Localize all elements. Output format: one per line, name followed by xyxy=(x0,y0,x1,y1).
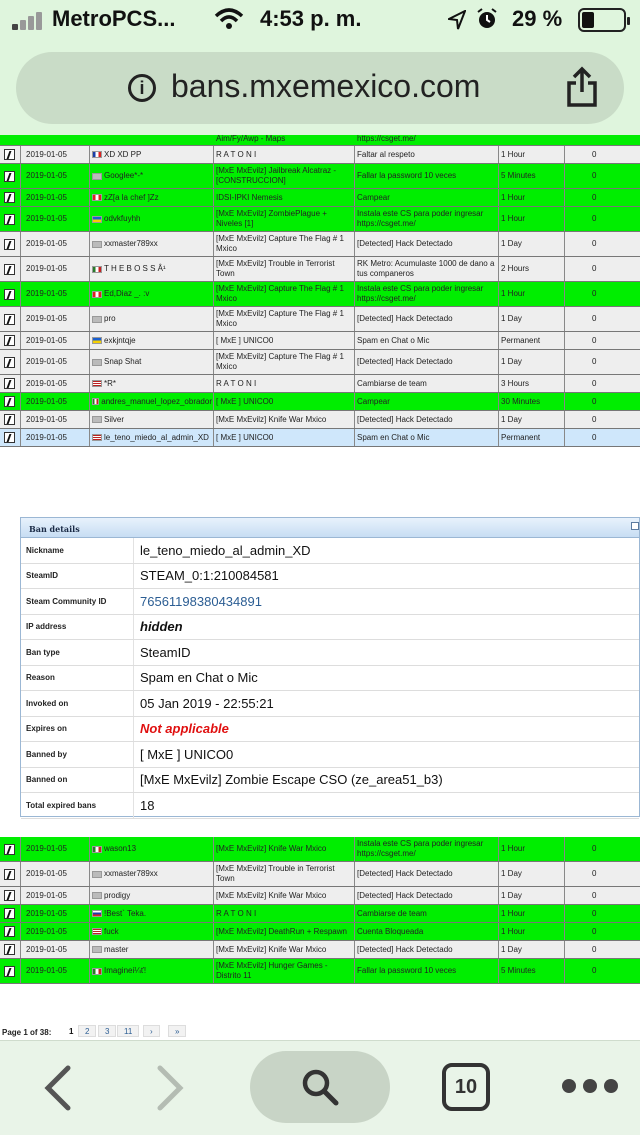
player-cell xyxy=(92,332,212,349)
ban-details-header xyxy=(21,518,639,538)
date-cell: 2019-01-05 xyxy=(26,264,67,273)
length-cell: 1 Hour xyxy=(501,926,526,936)
reason-cell: Instala este CS para poder ingresar https://csget.me/ xyxy=(357,209,484,228)
flag-icon xyxy=(92,216,102,223)
server-cell: [MxE MxEvilz] Knife War Mxico xyxy=(216,944,327,954)
search-icon xyxy=(300,1067,340,1107)
detail-value: [MxE MxEvilz] Zombie Escape CSO (ze_area51_b3) xyxy=(140,772,443,788)
player-name: T H E B O S S Â¹ xyxy=(104,264,166,273)
flag-icon xyxy=(92,291,102,298)
date-cell: 2019-01-05 xyxy=(26,966,67,975)
reason-cell: RK Metro: Acumulaste 1000 de dano a tus companeros xyxy=(357,259,495,278)
table-row[interactable] xyxy=(0,923,640,941)
player-cell xyxy=(92,411,212,428)
server-cell: [ MxE ] UNICO0 xyxy=(216,396,274,406)
expired-cell: 0 xyxy=(592,264,597,273)
game-icon xyxy=(4,232,16,256)
game-icon xyxy=(4,375,16,392)
length-cell: Permanent xyxy=(501,335,541,345)
flag-icon xyxy=(92,846,102,853)
flag-icon xyxy=(92,434,102,441)
flag-icon xyxy=(92,194,102,201)
detail-key: Ban type xyxy=(26,647,60,657)
server-cell: [MxE MxEvilz] Trouble in Terrorist Town xyxy=(216,259,335,278)
server-cell: R A T O N I xyxy=(216,149,257,159)
status-time: 4:53 p. m. xyxy=(260,6,362,31)
length-cell: Permanent xyxy=(501,432,541,442)
server-cell: [MxE MxEvilz] ZombiePlague + Niveles [1] xyxy=(216,209,327,228)
player-name: andres_manuel_lopez_obrador xyxy=(101,396,212,406)
detail-row xyxy=(21,640,639,666)
expired-cell: 0 xyxy=(592,432,597,442)
table-row[interactable] xyxy=(0,332,640,350)
player-cell xyxy=(92,350,212,374)
table-row[interactable] xyxy=(0,429,640,447)
expired-cell: 0 xyxy=(592,192,597,202)
detail-key: Nickname xyxy=(26,545,64,555)
date-cell: 2019-01-05 xyxy=(26,944,67,954)
back-icon[interactable] xyxy=(38,1063,78,1113)
length-cell: 5 Minutes xyxy=(501,966,536,975)
expired-cell: 0 xyxy=(592,966,597,975)
game-icon xyxy=(4,887,16,904)
detail-row xyxy=(21,768,639,794)
table-row[interactable] xyxy=(0,164,640,189)
detail-row xyxy=(21,742,639,768)
length-cell: 1 Hour xyxy=(501,289,526,298)
expired-cell: 0 xyxy=(592,378,597,388)
expired-cell: 0 xyxy=(592,357,597,366)
player-cell xyxy=(92,207,212,231)
player-name: Silver xyxy=(104,414,125,424)
game-icon xyxy=(4,393,16,410)
player-cell xyxy=(92,959,212,983)
date-cell: 2019-01-05 xyxy=(26,289,67,298)
flag-icon xyxy=(92,416,102,423)
date-cell: 2019-01-05 xyxy=(26,314,67,323)
detail-value: SteamID xyxy=(140,644,191,660)
table-row[interactable] xyxy=(0,146,640,164)
flag-icon xyxy=(92,871,102,878)
player-name: le_teno_miedo_al_admin_XD xyxy=(104,432,209,442)
detail-row xyxy=(21,691,639,717)
detail-value: hidden xyxy=(140,619,183,635)
player-cell xyxy=(92,393,212,410)
flag-icon xyxy=(92,968,102,975)
battery-percent: 29 % xyxy=(512,6,563,31)
player-cell xyxy=(92,905,212,922)
date-cell: 2019-01-05 xyxy=(26,239,67,248)
game-icon xyxy=(4,207,16,231)
date-cell: 2019-01-05 xyxy=(26,396,67,406)
detail-key: Banned on xyxy=(26,775,68,785)
page-link[interactable]: 3 xyxy=(98,1025,116,1037)
reason-cell: Instala este CS para poder ingresar https://csget.me/ xyxy=(357,284,484,303)
reason-cell: Cambiarse de team xyxy=(357,908,427,918)
server-cell: [MxE MxEvilz] Knife War Mxico xyxy=(216,844,327,853)
carrier-name: MetroPCS... xyxy=(52,6,176,31)
expired-cell: 0 xyxy=(592,890,597,900)
server-cell: [MxE MxEvilz] Knife War Mxico xyxy=(216,414,327,424)
date-cell: 2019-01-05 xyxy=(26,869,67,878)
expired-cell: 0 xyxy=(592,869,597,878)
browser-chrome xyxy=(0,0,640,135)
flag-icon xyxy=(92,398,99,405)
table-row[interactable] xyxy=(0,959,640,984)
flag-icon xyxy=(92,892,102,899)
detail-value: [ MxE ] UNICO0 xyxy=(140,746,234,762)
length-cell: 1 Day xyxy=(501,357,522,366)
reason-cell: Cambiarse de team xyxy=(357,378,427,388)
detail-key: Expires on xyxy=(26,724,67,734)
flag-icon xyxy=(92,946,102,953)
table-row[interactable] xyxy=(0,207,640,232)
game-icon xyxy=(4,923,16,940)
detail-row xyxy=(21,564,639,590)
player-cell xyxy=(92,887,212,904)
server-cell: R A T O N I xyxy=(216,378,257,388)
flag-icon xyxy=(92,266,102,273)
expired-cell: 0 xyxy=(592,844,597,853)
detail-value: Not applicable xyxy=(140,721,229,737)
player-name: odvkfuyhh xyxy=(104,214,141,223)
reason-cell: Campear xyxy=(357,396,390,406)
table-row[interactable] xyxy=(0,189,640,207)
detail-value: le_teno_miedo_al_admin_XD xyxy=(140,542,311,558)
player-cell xyxy=(92,164,212,188)
flag-icon xyxy=(92,380,102,387)
tabs-button[interactable]: 10 xyxy=(442,1063,490,1111)
game-icon xyxy=(4,332,16,349)
collapse-icon[interactable] xyxy=(631,522,639,530)
page-link[interactable]: 1 xyxy=(69,1027,74,1036)
length-cell: 1 Hour xyxy=(501,908,526,918)
table-row[interactable] xyxy=(0,257,640,282)
page-label: Page 1 of 38: xyxy=(2,1028,52,1037)
reason-cell: Cuenta Bloqueada xyxy=(357,926,424,936)
player-cell xyxy=(92,146,212,163)
reason-cell: Spam en Chat o Mic xyxy=(357,335,430,345)
game-icon xyxy=(4,189,16,206)
table-row[interactable] xyxy=(0,837,640,862)
flag-icon xyxy=(92,928,102,935)
share-icon[interactable] xyxy=(564,66,600,108)
wifi-icon xyxy=(214,8,244,30)
page-link[interactable]: 2 xyxy=(78,1025,96,1037)
game-icon xyxy=(4,862,16,886)
game-icon xyxy=(4,257,16,281)
server-cell: [MxE MxEvilz] Trouble in Terrorist Town xyxy=(216,864,335,883)
reason-cell: [Detected] Hack Detectado xyxy=(357,944,453,954)
length-cell: 1 Day xyxy=(501,869,522,878)
length-cell: 5 Minutes xyxy=(501,171,536,180)
length-cell: 2 Hours xyxy=(501,264,530,273)
game-icon xyxy=(4,146,16,163)
date-cell: 2019-01-05 xyxy=(26,890,67,900)
flag-icon xyxy=(92,151,102,158)
detail-row xyxy=(21,793,639,819)
length-cell: 1 Day xyxy=(501,414,522,424)
reason-cell: [Detected] Hack Detectado xyxy=(357,357,453,366)
reason-cell: Fallar la password 10 veces xyxy=(357,171,457,180)
location-arrow-icon xyxy=(448,10,466,30)
ban-details-panel xyxy=(20,517,640,817)
date-cell: 2019-01-05 xyxy=(26,414,67,424)
player-cell xyxy=(92,232,212,256)
detail-row xyxy=(21,538,639,564)
server-cell: R A T O N I xyxy=(216,908,257,918)
server-cell: [MxE MxEvilz] DeathRun + Respawn xyxy=(216,926,347,936)
detail-value: 05 Jan 2019 - 22:55:21 xyxy=(140,695,274,711)
pagination xyxy=(0,1023,640,1040)
length-cell: 1 Hour xyxy=(501,844,526,853)
player-name: pro xyxy=(104,314,116,323)
server-cell: [MxE MxEvilz] Capture The Flag # 1 Mxico xyxy=(216,309,344,328)
player-name: wason13 xyxy=(104,844,137,853)
url-text: bans.mxemexico.com xyxy=(171,68,481,104)
player-cell xyxy=(92,282,212,306)
date-cell: 2019-01-05 xyxy=(26,192,67,202)
player-cell xyxy=(92,941,212,958)
ban-details-title: Ban details xyxy=(29,524,80,534)
date-cell: 2019-01-05 xyxy=(26,335,67,345)
server-cell: [MxE MxEvilz] Knife War Mxico xyxy=(216,890,327,900)
game-icon xyxy=(4,941,16,958)
detail-row xyxy=(21,615,639,641)
player-name: exkjntqje xyxy=(104,335,136,345)
expired-cell: 0 xyxy=(592,149,597,159)
game-icon xyxy=(4,282,16,306)
length-cell: 1 Day xyxy=(501,239,522,248)
expired-cell: 0 xyxy=(592,314,597,323)
length-cell: 1 Day xyxy=(501,944,522,954)
detail-row xyxy=(21,717,639,743)
game-icon xyxy=(4,837,16,861)
table-row-partial[interactable] xyxy=(0,135,640,146)
reason-cell: Fallar la password 10 veces xyxy=(357,966,457,975)
player-name: Googlee*-* xyxy=(104,171,144,180)
flag-icon xyxy=(92,241,102,248)
reason-cell: [Detected] Hack Detectado xyxy=(357,414,453,424)
player-name: xxmaster789xx xyxy=(104,239,158,248)
table-row[interactable] xyxy=(0,393,640,411)
reason-cell: Campear xyxy=(357,192,390,202)
detail-key: Total expired bans xyxy=(26,800,97,810)
date-cell: 2019-01-05 xyxy=(26,214,67,223)
reason-cell: https://csget.me/ xyxy=(357,135,416,143)
detail-key: Invoked on xyxy=(26,698,69,708)
date-cell: 2019-01-05 xyxy=(26,926,67,936)
date-cell: 2019-01-05 xyxy=(26,171,67,180)
table-row[interactable] xyxy=(0,941,640,959)
expired-cell: 0 xyxy=(592,396,597,406)
server-cell: [MxE MxEvilz] Hunger Games - Distrito 11 xyxy=(216,961,328,980)
flag-icon xyxy=(92,359,102,366)
expired-cell: 0 xyxy=(592,335,597,345)
status-bar xyxy=(0,0,640,40)
game-icon xyxy=(4,307,16,331)
date-cell: 2019-01-05 xyxy=(26,149,67,159)
forward-icon[interactable] xyxy=(150,1063,190,1113)
length-cell: 1 Hour xyxy=(501,214,526,223)
expired-cell: 0 xyxy=(592,239,597,248)
player-cell xyxy=(92,837,212,861)
bans-list xyxy=(0,135,640,1040)
detail-row xyxy=(21,589,639,615)
page-link[interactable]: 11 xyxy=(117,1025,139,1037)
length-cell: 1 Day xyxy=(501,314,522,323)
table-row[interactable] xyxy=(0,282,640,307)
reason-cell: Faltar al respeto xyxy=(357,149,415,159)
player-cell xyxy=(92,429,212,446)
server-cell: IDSI-IPKI Nemesis xyxy=(216,192,283,202)
table-row[interactable] xyxy=(0,350,640,375)
expired-cell: 0 xyxy=(592,944,597,954)
game-icon xyxy=(4,905,16,922)
address-bar[interactable] xyxy=(16,52,624,124)
expired-cell: 0 xyxy=(592,926,597,936)
game-icon xyxy=(4,350,16,374)
player-name: master xyxy=(104,944,129,954)
table-row[interactable] xyxy=(0,375,640,393)
browser-toolbar xyxy=(0,1040,640,1135)
table-row[interactable] xyxy=(0,307,640,332)
detail-value: Spam en Chat o Mic xyxy=(140,670,258,686)
player-name: !Best` Teka. xyxy=(104,908,147,918)
reason-cell: [Detected] Hack Detectado xyxy=(357,890,453,900)
flag-icon xyxy=(92,910,102,917)
date-cell: 2019-01-05 xyxy=(26,378,67,388)
expired-cell: 0 xyxy=(592,414,597,424)
date-cell: 2019-01-05 xyxy=(26,908,67,918)
length-cell: 1 Hour xyxy=(501,192,526,202)
detail-key: Banned by xyxy=(26,749,67,759)
table-row[interactable] xyxy=(0,905,640,923)
reason-cell: [Detected] Hack Detectado xyxy=(357,869,453,878)
reason-cell: [Detected] Hack Detectado xyxy=(357,239,453,248)
flag-icon xyxy=(92,173,102,180)
player-name: *R* xyxy=(104,378,117,388)
table-row[interactable] xyxy=(0,411,640,429)
date-cell: 2019-01-05 xyxy=(26,432,67,442)
player-cell xyxy=(92,375,212,392)
table-row[interactable] xyxy=(0,862,640,887)
server-cell: [MxE MxEvilz] Capture The Flag # 1 Mxico xyxy=(216,352,344,371)
player-name: xxmaster789xx xyxy=(104,869,158,878)
info-icon[interactable]: i xyxy=(128,74,156,102)
alarm-icon xyxy=(476,8,498,30)
player-cell xyxy=(92,189,212,206)
server-cell: [MxE MxEvilz] Capture The Flag # 1 Mxico xyxy=(216,234,344,253)
server-cell: [MxE MxEvilz] Capture The Flag # 1 Mxico xyxy=(216,284,344,303)
player-name: Imaginei¼ť! xyxy=(104,966,147,975)
player-cell xyxy=(92,307,212,331)
detail-value: STEAM_0:1:210084581 xyxy=(140,568,279,584)
game-icon xyxy=(4,959,16,983)
page-link[interactable]: » xyxy=(168,1025,186,1037)
player-cell xyxy=(92,862,212,886)
detail-key: IP address xyxy=(26,622,67,632)
length-cell: 30 Minutes xyxy=(501,396,541,406)
table-row[interactable] xyxy=(0,887,640,905)
length-cell: 3 Hours xyxy=(501,378,530,388)
game-icon xyxy=(4,411,16,428)
player-name: Snap Shat xyxy=(104,357,142,366)
game-icon xyxy=(4,164,16,188)
length-cell: 1 Hour xyxy=(501,149,526,159)
expired-cell: 0 xyxy=(592,214,597,223)
reason-cell: Spam en Chat o Mic xyxy=(357,432,430,442)
server-cell: Aim/Fy/Awp - Maps xyxy=(216,135,286,143)
player-name: prodigy xyxy=(104,890,131,900)
reason-cell: Instala este CS para poder ingresar https://csget.me/ xyxy=(357,839,484,858)
expired-cell: 0 xyxy=(592,171,597,180)
date-cell: 2019-01-05 xyxy=(26,357,67,366)
table-row[interactable] xyxy=(0,232,640,257)
player-cell xyxy=(92,257,212,281)
player-name: Ed,Diaz _. :v xyxy=(104,289,150,298)
page-link[interactable]: › xyxy=(143,1025,160,1037)
search-button[interactable] xyxy=(250,1051,390,1123)
detail-value[interactable]: 76561198380434891 xyxy=(140,593,262,609)
detail-value: 18 xyxy=(140,797,155,813)
expired-cell: 0 xyxy=(592,908,597,918)
more-icon[interactable] xyxy=(560,1077,620,1097)
length-cell: 1 Day xyxy=(501,890,522,900)
player-name: fuck xyxy=(104,926,119,936)
server-cell: [ MxE ] UNICO0 xyxy=(216,432,274,442)
reason-cell: [Detected] Hack Detectado xyxy=(357,314,453,323)
game-icon xyxy=(4,429,16,446)
date-cell: 2019-01-05 xyxy=(26,844,67,853)
detail-key: Steam Community ID xyxy=(26,596,107,606)
signal-icon xyxy=(12,10,46,30)
detail-row xyxy=(21,666,639,692)
player-name: zZ[a la chef ]Zz xyxy=(104,192,159,202)
flag-icon xyxy=(92,337,102,344)
player-cell xyxy=(92,923,212,940)
expired-cell: 0 xyxy=(592,289,597,298)
player-name: XD XD PP xyxy=(104,149,142,159)
battery-icon xyxy=(578,8,626,32)
server-cell: [ MxE ] UNICO0 xyxy=(216,335,274,345)
detail-key: Reason xyxy=(26,673,55,683)
server-cell: [MxE MxEvilz] Jailbreak Alcatraz - [CONSTRUCCION] xyxy=(216,166,337,185)
detail-key: SteamID xyxy=(26,571,59,581)
flag-icon xyxy=(92,316,102,323)
